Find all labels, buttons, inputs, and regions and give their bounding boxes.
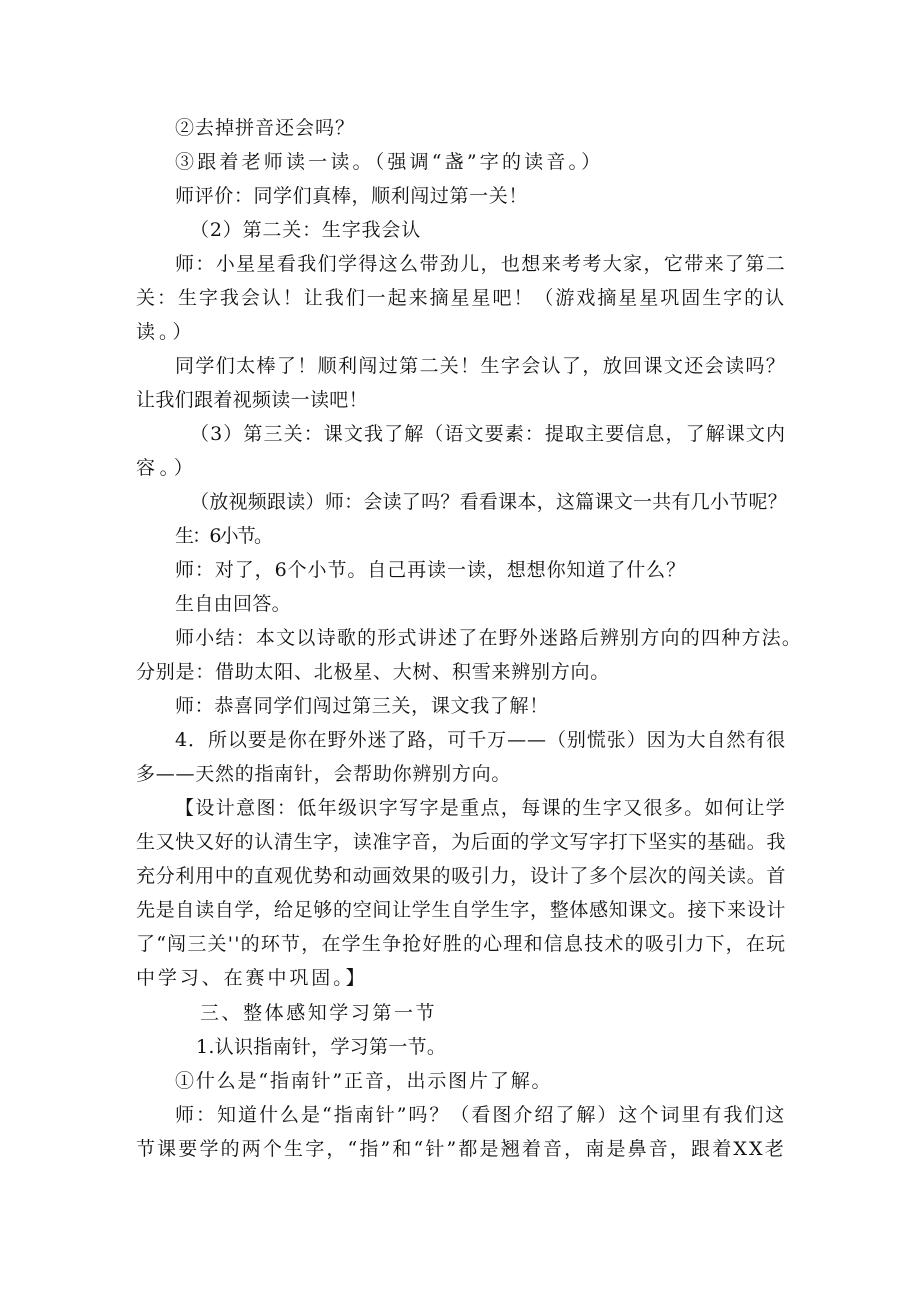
design-intent-line: 【设计意图：低年级识字写字是重点，每课的生字又很多。如何让学 [175, 797, 787, 819]
section-heading: 三、整体感知学习第一节 [200, 1002, 438, 1024]
design-intent-line: 生又快又好的认清生字，读准字音，为后面的学文写字打下坚实的基础。我 [136, 831, 787, 853]
section-heading: （3）第三关：课文我了解（语文要素：提取主要信息，了解课文内 [190, 423, 787, 445]
text-line: ②去掉拼音还会吗？ [175, 117, 356, 139]
text-line: （放视频跟读）师：会读了吗？看看课本，这篇课文一共有几小节呢？ [190, 491, 788, 513]
text-line: 4．所以要是你在野外迷了路，可千万——（别慌张）因为大自然有很 [175, 729, 787, 751]
text-line: ③跟着老师读一读。（强调“盏”字的读音。） [175, 151, 604, 173]
text-line: ①什么是“指南针”正音，出示图片了解。 [175, 1070, 553, 1092]
text-line: 同学们太棒了！顺利闯过第二关！生字会认了，放回课文还会读吗？ [175, 355, 787, 377]
text-line: 师评价：同学们真棒，顺利闯过第一关！ [175, 185, 528, 207]
design-intent-line: 了“闯三关''的环节，在学生争抢好胜的心理和信息技术的吸引力下，在玩 [136, 933, 787, 955]
design-intent-line: 先是自读自学，给足够的空间让学生自学生字，整体感知课文。接下来设计 [136, 899, 787, 921]
text-line: 读。） [136, 321, 196, 343]
text-line: 容。） [136, 457, 198, 479]
text-line: 师：对了，6个小节。自己再读一读，想想你知道了什么？ [175, 559, 687, 581]
text-line: 关：生字我会认！让我们一起来摘星星吧！（游戏摘星星巩固生字的认 [136, 287, 787, 309]
design-intent-line: 中学习、在赛中巩固。】 [136, 967, 368, 989]
text-line: 生：6小节。 [175, 525, 272, 547]
text-line: 节课要学的两个生字，“指”和“针”都是翘着音，南是鼻音，跟着XX老 [136, 1138, 786, 1160]
design-intent-line: 充分利用中的直观优势和动画效果的吸引力，设计了多个层次的闯关读。首 [136, 865, 787, 887]
text-line: 师：恭喜同学们闯过第三关，课文我了解！ [175, 695, 549, 717]
subsection-heading: 1.认识指南针，学习第一节。 [196, 1036, 447, 1058]
text-line: 分别是：借助太阳、北极星、大树、积雪来辨别方向。 [136, 661, 611, 683]
text-line: 师小结：本文以诗歌的形式讲述了在野外迷路后辨别方向的四种方法。 [175, 627, 803, 649]
text-line: 师：知道什么是“指南针”吗？（看图介绍了解）这个词里有我们这 [175, 1104, 787, 1126]
text-line: 让我们跟着视频读一读吧！ [136, 389, 368, 411]
text-line: 师：小星星看我们学得这么带劲儿，也想来考考大家，它带来了第二 [175, 253, 787, 275]
text-line: 多——天然的指南针，会帮助你辨别方向。 [136, 763, 512, 785]
section-heading: （2）第二关：生字我会认 [190, 219, 422, 241]
text-line: 生自由回答。 [175, 593, 291, 615]
